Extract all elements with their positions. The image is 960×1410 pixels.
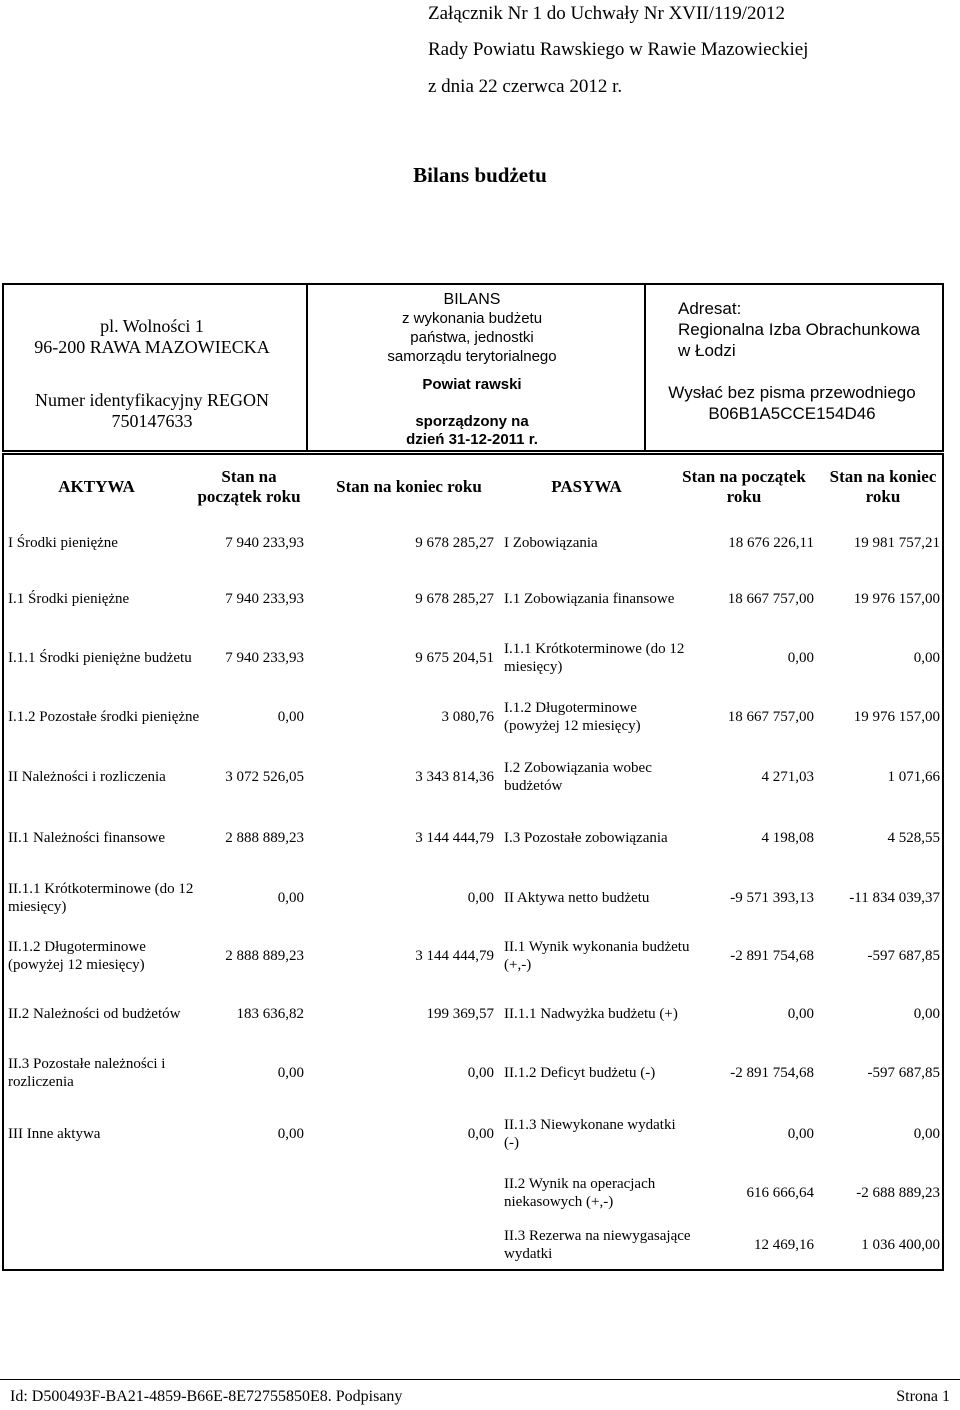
liability-name: I.2 Zobowiązania wobec budżetów <box>504 760 652 794</box>
liability-start-value: 18 667 757,00 <box>727 591 814 607</box>
liability-name: I.1.1 Krótkoterminowe (do 12 miesięcy) <box>504 641 685 675</box>
liability-start-value: 18 667 757,00 <box>727 709 814 725</box>
asset-name: II.3 Pozostałe należności i rozliczenia <box>8 1056 166 1090</box>
asset-start-value: 7 940 233,93 <box>225 591 304 607</box>
asset-start-value: 7 940 233,93 <box>225 535 304 551</box>
address-block <box>2 316 302 358</box>
asset-name: III Inne aktywa <box>8 1126 101 1142</box>
asset-name: II.1 Należności finansowe <box>8 830 166 846</box>
asset-start-value: 3 072 526,05 <box>225 769 304 785</box>
asset-start-value: 0,00 <box>277 890 304 906</box>
liability-end-value: -597 687,85 <box>867 948 940 964</box>
table-row <box>2 1226 940 1264</box>
addressee-line-1: Regionalna Izba Obrachunkowa <box>678 320 920 339</box>
document-code: B06B1A5CCE154D46 <box>708 404 876 423</box>
asset-start-value: 0,00 <box>277 709 304 725</box>
liability-start-value: 18 676 226,11 <box>728 535 814 551</box>
footer-divider <box>0 1379 960 1380</box>
liability-end-value: 0,00 <box>913 1126 940 1142</box>
addressee-block <box>678 298 920 361</box>
liability-end-value: 1 036 400,00 <box>861 1237 940 1253</box>
liability-name: II.1.3 Niewykonane wydatki (-) <box>504 1117 676 1151</box>
asset-name: II.2 Należności od budżetów <box>8 1006 181 1022</box>
regon-label: Numer identyfikacyjny REGON <box>35 390 269 410</box>
liability-name: I.1 Zobowiązania finansowe <box>504 591 675 607</box>
liability-end-value: -2 688 889,23 <box>856 1185 940 1201</box>
liability-end-value: 19 976 157,00 <box>853 709 940 725</box>
liability-start-value: -2 891 754,68 <box>730 948 814 964</box>
liability-start-value: 4 198,08 <box>761 830 814 846</box>
attachment-line-2: Rady Powiatu Rawskiego w Rawie Mazowieckiej <box>428 39 809 60</box>
entity-name: Powiat rawski <box>422 376 522 393</box>
table-body <box>2 453 944 1271</box>
liability-start-value: 616 666,64 <box>746 1185 814 1201</box>
table-row <box>2 698 940 736</box>
asset-end-value: 0,00 <box>467 1126 494 1142</box>
table-row <box>2 639 940 677</box>
bilans-heading-block <box>304 290 640 366</box>
asset-end-value: 0,00 <box>467 890 494 906</box>
prepared-date: dzień 31-12-2011 r. <box>406 431 538 448</box>
liability-end-value: 19 981 757,21 <box>853 535 940 551</box>
asset-name: II Należności i rozliczenia <box>8 769 166 785</box>
asset-end-value: 3 144 444,79 <box>415 948 494 964</box>
asset-start-value: 0,00 <box>277 1126 304 1142</box>
table-row <box>2 937 940 975</box>
divider <box>644 285 646 450</box>
asset-name: II.1.2 Długoterminowe (powyżej 12 miesięcy) <box>8 939 146 973</box>
send-note-block <box>642 382 942 424</box>
asset-name: II.1.1 Krótkoterminowe (do 12 miesięcy) <box>8 881 194 915</box>
liability-start-value: 0,00 <box>787 1006 814 1022</box>
asset-start-value: 7 940 233,93 <box>225 650 304 666</box>
liability-end-value: 4 528,55 <box>887 830 940 846</box>
regon-value: 750147633 <box>111 411 193 431</box>
liability-start-value: 4 271,03 <box>761 769 814 785</box>
table-row <box>2 527 940 559</box>
liability-start-value: 12 469,16 <box>754 1237 814 1253</box>
liability-name: II.3 Rezerwa na niewygasające wydatki <box>504 1228 691 1262</box>
liability-name: I Zobowiązania <box>504 535 598 551</box>
prepared-block <box>304 413 640 449</box>
liability-start-value: -9 571 393,13 <box>730 890 814 906</box>
liability-name: I.3 Pozostałe zobowiązania <box>504 830 668 846</box>
liability-name: II.2 Wynik na operacjach niekasowych (+,-) <box>504 1176 656 1210</box>
asset-end-value: 9 678 285,27 <box>415 535 494 551</box>
addressee-label: Adresat: <box>678 299 742 318</box>
liability-name: II Aktywa netto budżetu <box>504 890 650 906</box>
asset-name: I.1.1 Środki pieniężne budżetu <box>8 650 192 666</box>
header-start-assets: Stan na początek roku <box>197 467 301 506</box>
asset-end-value: 9 675 204,51 <box>415 650 494 666</box>
liability-name: II.1 Wynik wykonania budżetu (+,-) <box>504 939 690 973</box>
liability-start-value: -2 891 754,68 <box>730 1065 814 1081</box>
header-end-assets: Stan na koniec roku <box>336 477 482 496</box>
asset-end-value <box>322 1174 494 1212</box>
asset-end-value: 9 678 285,27 <box>415 591 494 607</box>
asset-end-value: 199 369,57 <box>426 1006 494 1022</box>
asset-start-value: 183 636,82 <box>236 1006 304 1022</box>
asset-start-value: 2 888 889,23 <box>225 830 304 846</box>
liability-end-value: 0,00 <box>913 650 940 666</box>
regon-block <box>2 390 302 432</box>
liability-end-value: 0,00 <box>913 1006 940 1022</box>
asset-start-value <box>202 1174 304 1212</box>
liability-end-value: 1 071,66 <box>887 769 940 785</box>
page-number: Strona 1 <box>896 1388 950 1405</box>
header-start-liabilities: Stan na początek roku <box>682 467 806 506</box>
asset-end-value: 3 080,76 <box>441 709 494 725</box>
asset-end-value: 0,00 <box>467 1065 494 1081</box>
liability-end-value: -11 834 039,37 <box>849 890 940 906</box>
table-row <box>2 1174 940 1212</box>
address-street: pl. Wolności 1 <box>100 316 204 336</box>
table-row <box>2 580 940 618</box>
liability-end-value: 19 976 157,00 <box>853 591 940 607</box>
send-note: Wysłać bez pisma przewodniego <box>668 383 916 402</box>
asset-end-value <box>322 1226 494 1264</box>
bilans-title: BILANS <box>443 291 501 308</box>
asset-end-value: 3 343 814,36 <box>415 769 494 785</box>
prepared-label: sporządzony na <box>415 413 529 430</box>
asset-name <box>8 1226 203 1264</box>
asset-start-value: 0,00 <box>277 1065 304 1081</box>
asset-name: I Środki pieniężne <box>8 535 118 551</box>
liability-name: II.1.2 Deficyt budżetu (-) <box>504 1065 656 1081</box>
asset-name: I.1.2 Pozostałe środki pieniężne <box>8 709 200 725</box>
table-row <box>2 995 940 1033</box>
asset-name: I.1 Środki pieniężne <box>8 591 130 607</box>
asset-end-value: 3 144 444,79 <box>415 830 494 846</box>
table-row <box>2 879 940 917</box>
document-id: Id: D500493F-BA21-4859-B66E-8E72755850E8. Podpisany <box>10 1388 403 1405</box>
document-title: Bilans budżetu <box>413 163 547 187</box>
attachment-line-3: z dnia 22 czerwca 2012 r. <box>428 76 623 97</box>
header-aktywa: AKTYWA <box>58 477 135 496</box>
liability-start-value: 0,00 <box>787 1126 814 1142</box>
addressee-line-2: w Łodzi <box>678 341 736 360</box>
bilans-line-1: z wykonania budżetu <box>401 310 543 327</box>
table-row <box>2 819 940 857</box>
liability-name: I.1.2 Długoterminowe (powyżej 12 miesięcy) <box>504 700 641 734</box>
bilans-line-3: samorządu terytorialnego <box>387 348 557 365</box>
address-city: 96-200 RAWA MAZOWIECKA <box>34 337 270 357</box>
header-end-liabilities: Stan na koniec roku <box>829 467 937 506</box>
liability-start-value: 0,00 <box>787 650 814 666</box>
attachment-line-1: Załącznik Nr 1 do Uchwały Nr XVII/119/2012 <box>428 3 786 24</box>
liability-name: II.1.1 Nadwyżka budżetu (+) <box>504 1006 678 1022</box>
asset-name <box>8 1174 203 1212</box>
bilans-line-2: państwa, jednostki <box>410 329 534 346</box>
table-row <box>2 758 940 796</box>
asset-start-value: 2 888 889,23 <box>225 948 304 964</box>
asset-start-value <box>202 1226 304 1264</box>
liability-end-value: -597 687,85 <box>867 1065 940 1081</box>
table-row <box>2 1054 940 1092</box>
table-row <box>2 1115 940 1153</box>
header-pasywa: PASYWA <box>551 477 622 496</box>
